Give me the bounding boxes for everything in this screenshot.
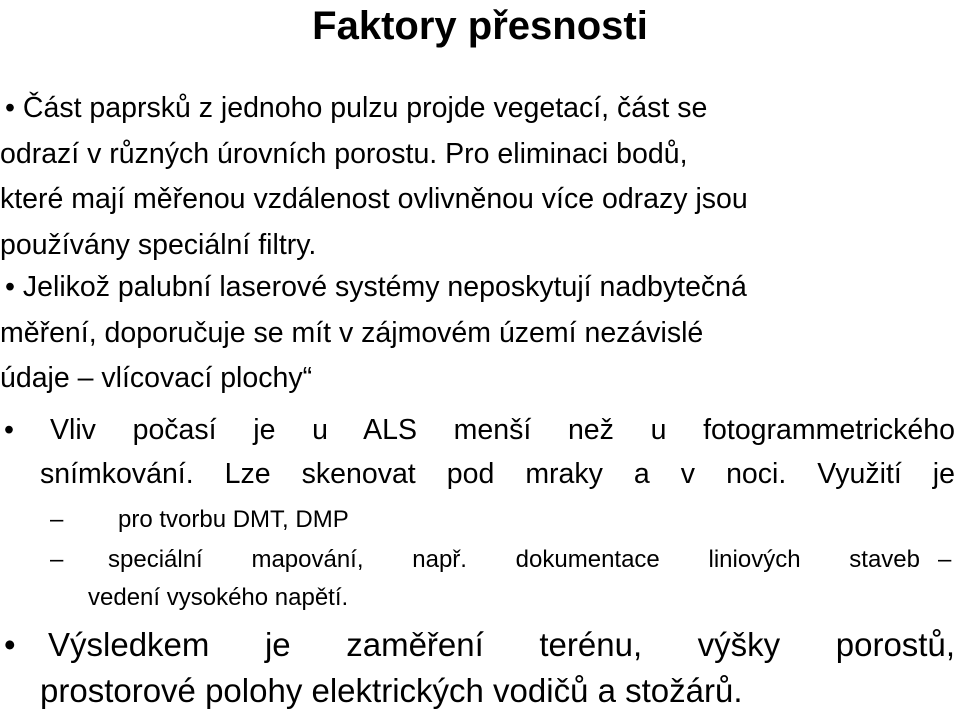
bullet-marker: • bbox=[4, 414, 14, 446]
paragraph-line: používány speciální filtry. bbox=[0, 228, 317, 261]
dash-item-text: vedení vysokého napětí. bbox=[88, 584, 349, 611]
paragraph-line: Vliv počasí je u ALS menší než u fotogrammetrického bbox=[50, 414, 955, 446]
paragraph-line: prostorové polohy elektrických vodičů a stožárů. bbox=[40, 672, 743, 709]
dash-item-text: speciální mapování, např. dokumentace liniových staveb bbox=[108, 546, 920, 573]
bullet-paragraph-laser-systems bbox=[0, 265, 955, 402]
paragraph-line: • Část paprsků z jednoho pulzu projde vegetací, část se bbox=[5, 92, 708, 124]
bullet-marker: • bbox=[4, 626, 16, 663]
paragraph-line: které mají měřenou vzdálenost ovlivněnou více odrazy jsou bbox=[0, 183, 748, 215]
paragraph-line: snímkování. Lze skenovat pod mraky a v noci. Využití je bbox=[40, 458, 955, 490]
dash-item-text: pro tvorbu DMT, DMP bbox=[118, 506, 349, 533]
bullet-paragraph-vegetation bbox=[0, 86, 955, 268]
dash-marker: – bbox=[50, 546, 64, 573]
paragraph-line: • Jelikož palubní laserové systémy neposkytují nadbytečná bbox=[5, 271, 747, 303]
paragraph-line: údaje – vlícovací plochy“ bbox=[0, 362, 313, 394]
paragraph-line: měření, doporučuje se mít v zájmovém území nezávislé bbox=[0, 316, 704, 349]
dash-marker: – bbox=[50, 506, 64, 533]
paragraph-line: Výsledkem je zaměření terénu, výšky porostů, bbox=[48, 626, 955, 663]
paragraph-line: odrazí v různých úrovních porostu. Pro eliminaci bodů, bbox=[0, 137, 688, 170]
page-title: Faktory přesnosti bbox=[312, 4, 648, 48]
dash-marker: – bbox=[938, 546, 952, 573]
